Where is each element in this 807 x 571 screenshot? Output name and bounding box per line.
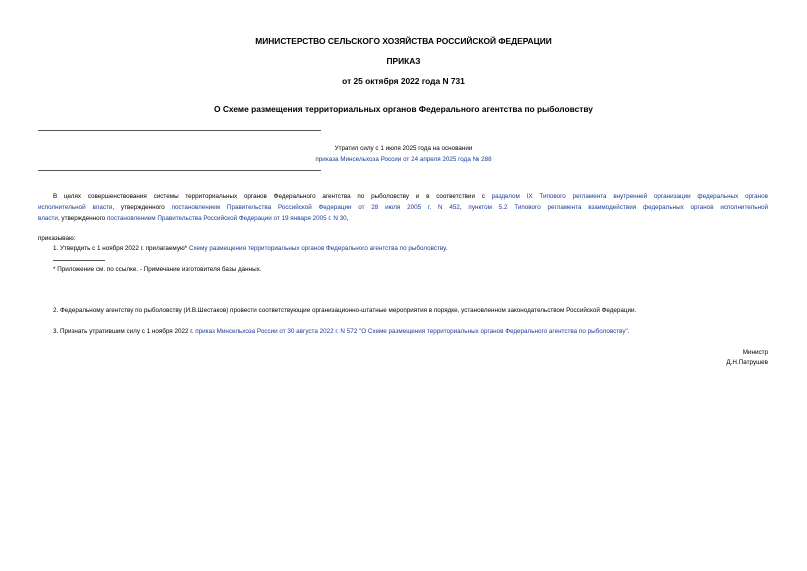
- item-2: 2. Федеральному агентству по рыболовству (И.В.Шестаков) провести соответствующие организационно-штатные мероприятия в порядке, установленном законодательством Российской Федерации.: [53, 307, 637, 314]
- postanovlenie-30-link[interactable]: постановлением Правительства Российской Федерации от 19 января 2005 г. N 30: [107, 215, 347, 222]
- preamble-line3: [38, 213, 768, 225]
- item-1-end: .: [445, 245, 448, 252]
- status-note-link[interactable]: приказа Минсельхоза России от 24 апреля 2025 года № 288: [315, 156, 492, 163]
- ministry-heading: МИНИСТЕРСТВО СЕЛЬСКОГО ХОЗЯЙСТВА РОССИЙСКОЙ ФЕДЕРАЦИИ: [255, 36, 552, 46]
- order-word: приказываю:: [38, 235, 76, 242]
- postanovlenie-452-link[interactable]: постановлением Правительства Российской Федерации от 28 июля 2005 г. N 452: [171, 204, 460, 211]
- prikaz-572-link[interactable]: приказ Минсельхоза России от 30 августа 2022 г. N 572 "О Схеме размещения территориальных органов Федерального агентства по рыболовству": [195, 328, 628, 335]
- status-note-line2: [0, 154, 807, 166]
- scheme-link[interactable]: Схему размещения территориальных органов Федерального агентства по рыболовству: [188, 245, 446, 252]
- item-1-text: 1. Утвердить с 1 ноября 2022 г. прилагаемую*: [53, 245, 189, 252]
- item-1: [53, 243, 447, 255]
- reglament-link[interactable]: разделом IX Типового регламента внутренней организации федеральных органов: [491, 193, 768, 200]
- date-number-heading: от 25 октября 2022 года N 731: [342, 76, 465, 86]
- doc-type-heading: ПРИКАЗ: [386, 56, 421, 66]
- preamble-text: В целях совершенствования системы территориальных органов Федерального агентства по рыболовству и в соответствии с: [53, 193, 492, 200]
- item-3-text: 3. Признать утратившим силу с 1 ноября 2022 г.: [53, 328, 196, 335]
- document-title: О Схеме размещения территориальных органов Федерального агентства по рыболовству: [214, 104, 593, 114]
- preamble-text: , утвержденного: [57, 215, 108, 222]
- footnote: * Приложение см. по ссылке. - Примечание изготовителя базы данных.: [53, 266, 262, 273]
- item-3: [53, 326, 629, 338]
- preamble-text: ,: [459, 204, 469, 211]
- bottom-divider: [38, 170, 321, 171]
- preamble-text: , утвержденного: [112, 204, 172, 211]
- top-divider: [38, 130, 321, 131]
- punkt-5-2-link[interactable]: пунктом 5.2 Типового регламента взаимодействия федеральных органов исполнительной: [468, 204, 768, 211]
- punkt-5-2-link-cont[interactable]: власти: [38, 215, 58, 222]
- preamble-text: ,: [346, 215, 349, 222]
- reglament-link-cont[interactable]: исполнительной власти: [38, 204, 113, 211]
- footnote-divider: [53, 260, 105, 261]
- signature-position: Министр: [742, 349, 768, 356]
- signature-name: Д.Н.Патрушев: [726, 359, 768, 366]
- item-3-end: .: [627, 328, 630, 335]
- status-note-line1: Утратил силу с 1 июля 2025 года на основании: [334, 145, 473, 152]
